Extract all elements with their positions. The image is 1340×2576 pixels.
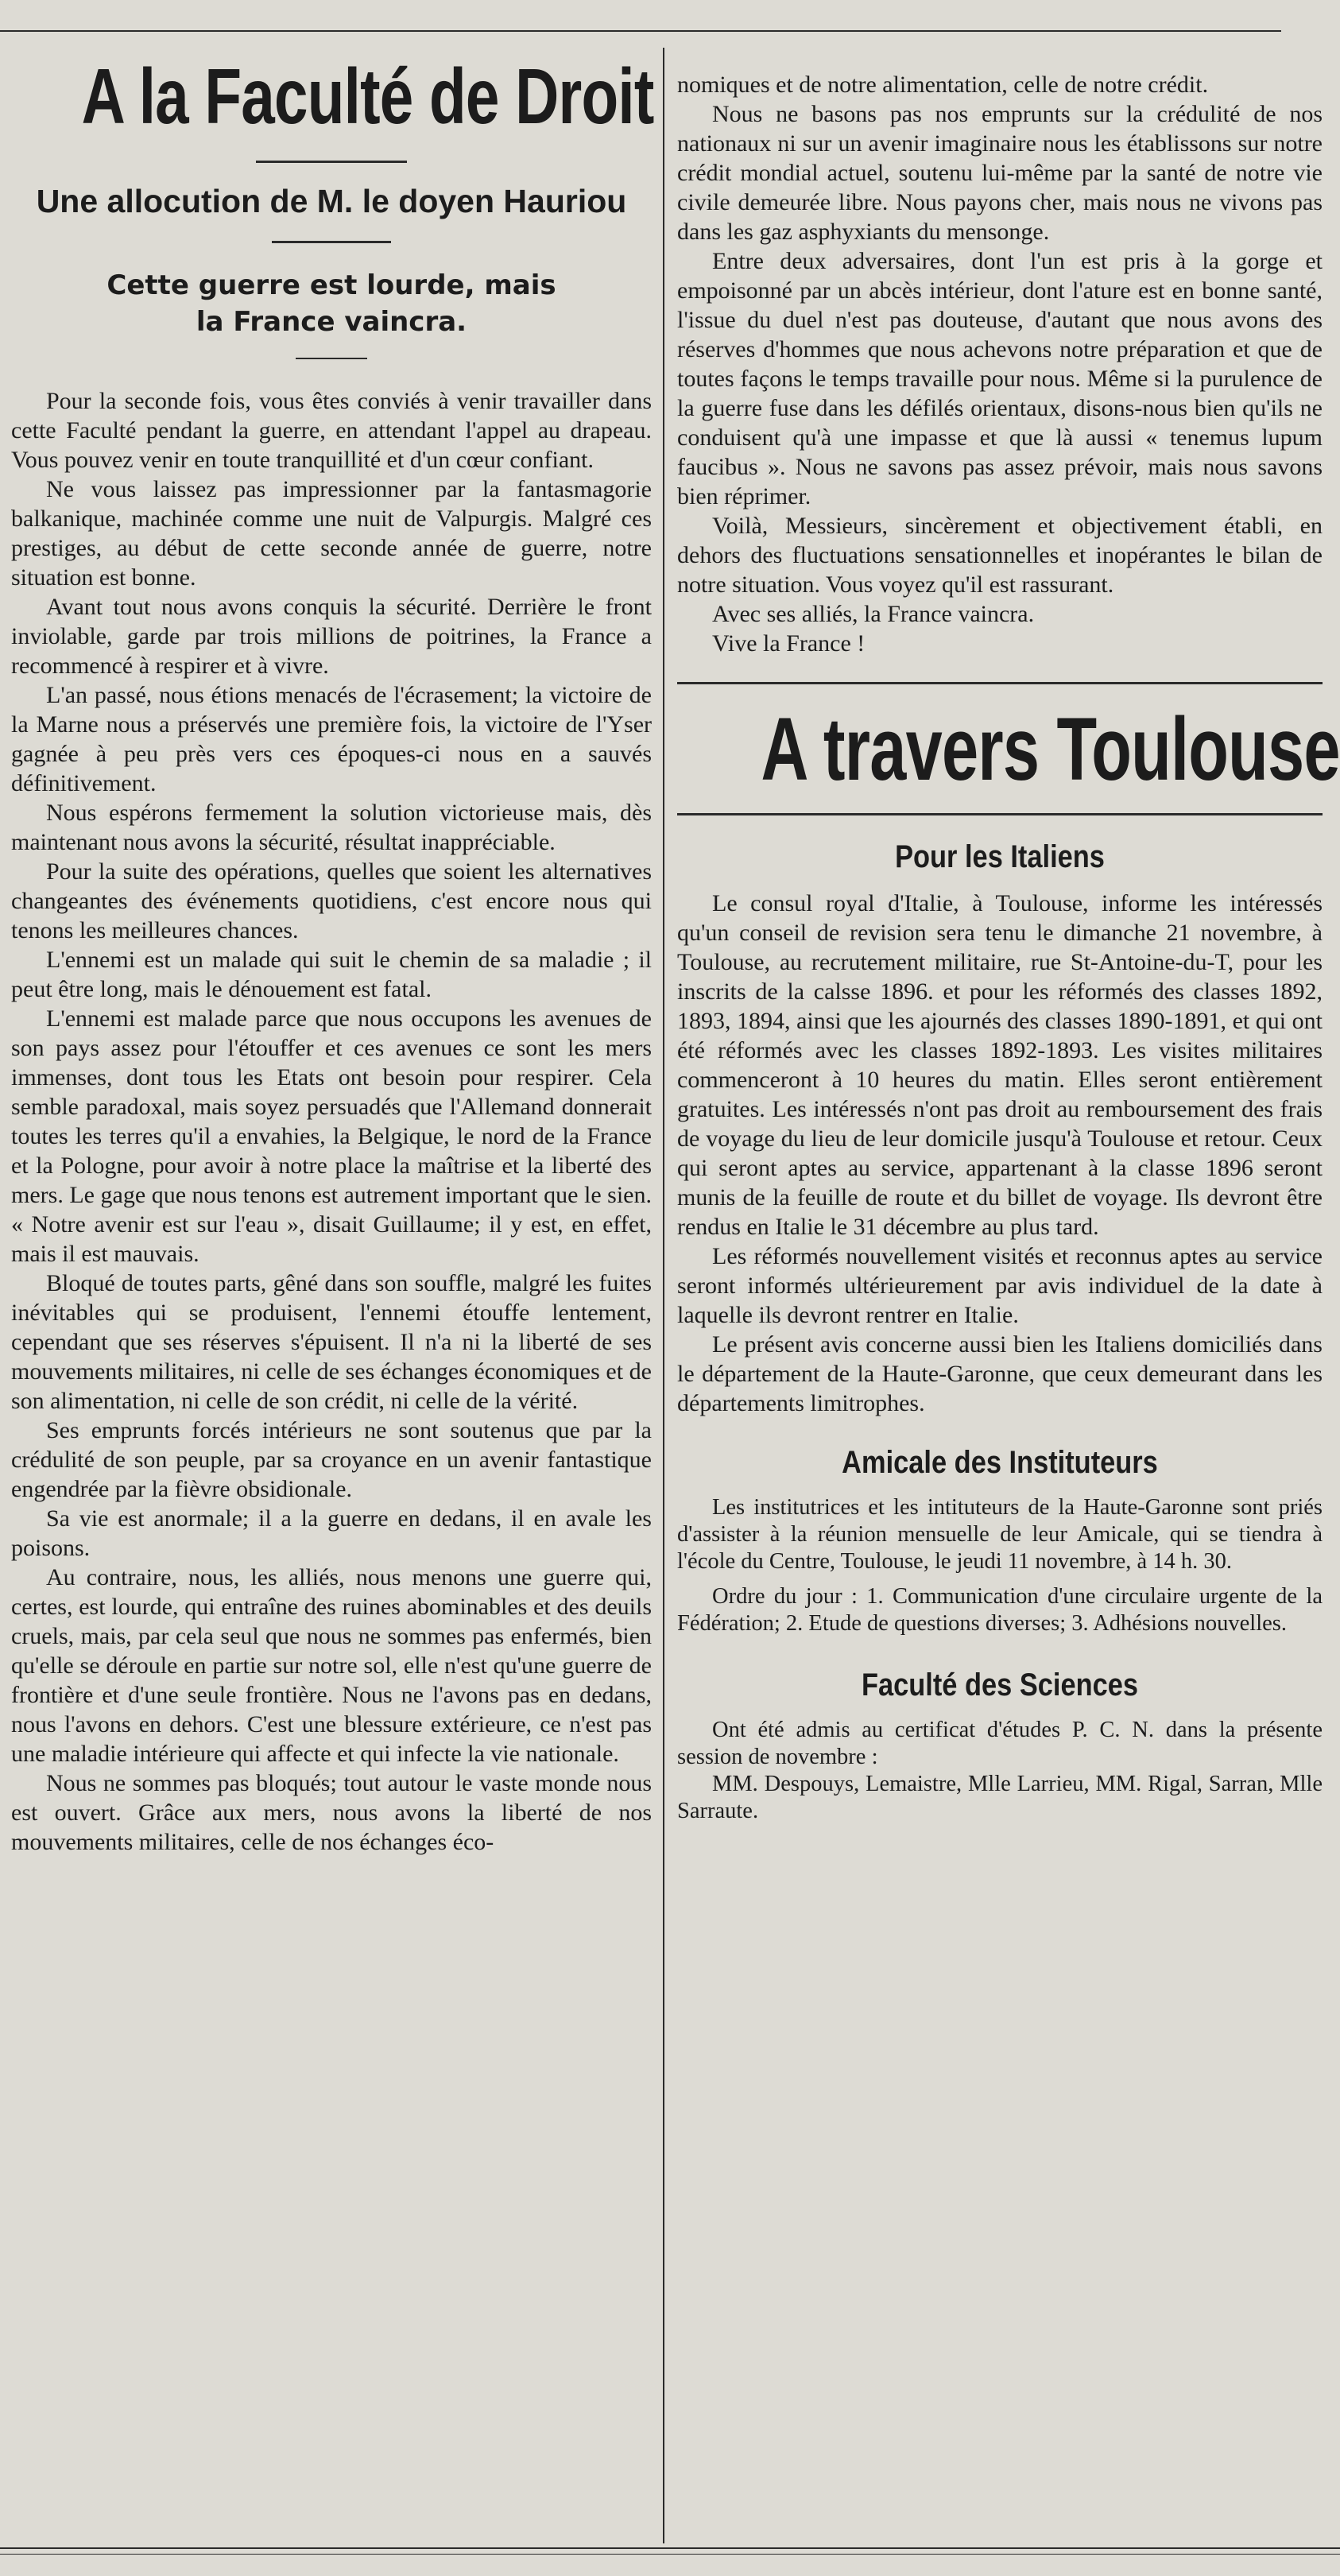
article-deck-line1: Cette guerre est lourde, mais xyxy=(107,269,556,301)
article-continuation xyxy=(677,70,1323,658)
right-column xyxy=(677,70,1340,1825)
bottom-rule xyxy=(0,2547,1340,2549)
notice-paragraph: Les institutrices et les intituteurs de la Haute-Garonne sont priés d'assister à la réunion mensuelle de leur Amicale, qui se tiendra à l'école du Centre, Toulouse, le jeudi 11 novembre, à 14 h. 30. xyxy=(677,1495,1323,1574)
notice-paragraph: Le présent avis concerne aussi bien les Italiens domiciliés dans le département de la Haute-Garonne, que ceux demeurant dans les départements limitrophes. xyxy=(677,1331,1323,1416)
section-header: A travers Toulouse xyxy=(761,699,1340,799)
italiens-title: Pour les Italiens xyxy=(895,839,1105,874)
article-paragraph: Avant tout nous avons conquis la sécurité. Derrière le front inviolable, garde par trois millions de poitrines, la France a recommencé à respirer et à vivre. xyxy=(11,594,652,679)
article-paragraph: Nous ne basons pas nos emprunts sur la crédulité de nos nationaux ni sur un avenir imaginaire nous les établissons sur notre crédit mondial actuel, soutenu lui-même par la santé de notre vie civile demeurée libre. Nous payons cher, mais nous ne vivons pas dans les gaz asphyxiants du mensonge. xyxy=(677,101,1323,245)
article-paragraph: Nous espérons fermement la solution victorieuse mais, dès maintenant nous avons la sécurité, résultat inappréciable. xyxy=(11,800,652,855)
article-paragraph: Pour la seconde fois, vous êtes conviés à venir travailler dans cette Faculté pendant la guerre, en attendant l'appel au drapeau. Vous pouvez venir en toute tranquillité et d'un cœur confiant. xyxy=(11,388,652,473)
article-paragraph: Sa vie est anormale; il a la guerre en dedans, il en avale les poisons. xyxy=(11,1505,652,1561)
article-paragraph: Avec ses alliés, la France vaincra. xyxy=(712,601,1035,627)
article-paragraph: L'ennemi est malade parce que nous occupons les avenues de son pays assez pour l'étouffer et ces avenues ce sont les mers immenses, dont tous les Etats ont besoin pour respirer. Cela semble paradoxal, mais soyez persuadés que l'Allemand donnerait toutes les terres qu'il a envahies, la Belgique, le nord de la France et la Pologne, pour avoir à notre place la maîtrise et la liberté des mers. Le gage que nous tenons est autrement important que le sien. « Notre avenir est sur l'eau », disait Guillaume; il y est, en effet, mais il est mauvais. xyxy=(11,1005,652,1267)
bottom-rule-2 xyxy=(0,2554,1340,2555)
article-paragraph: Entre deux adversaires, dont l'un est pris à la gorge et empoisonné par un abcès intérieur, dont l'ature est en bonne santé, l'issue du duel n'est pas douteuse, d'autant que nous avons des réserves d'hommes que nous achevons notre préparation et que de toutes façons le temps travaille pour nous. Même si la purulence de la guerre fuse dans les défilés orientaux, disons-nous bien qu'ils ne conduisent qu'à une impasse et que là aussi « tenemus lupum faucibus ». Nous ne savons pas assez prévoir, mais nous savons bien réprimer. xyxy=(677,248,1323,509)
article-paragraph: Pour la suite des opérations, quelles que soient les alternatives changeantes des événements quotidiens, c'est encore nous qui tenons les meilleures chances. xyxy=(11,858,652,943)
article-paragraph: Bloqué de toutes parts, gêné dans son souffle, malgré les fuites inévitables qui se produisent, l'ennemi étouffe lentement, cependant que ses réserves s'épuisent. Il n'a ni la liberté de ses mouvements militaires, ni celle de ses échanges économiques et de son alimentation, ni celle de son crédit, ni celle de la vérité. xyxy=(11,1270,652,1414)
subheadline-divider xyxy=(272,241,391,243)
amicale-title: Amicale des Instituteurs xyxy=(842,1445,1158,1480)
headline-divider xyxy=(256,161,407,163)
notice-paragraph: Ordre du jour : 1. Communication d'une circulaire urgente de la Fédération; 2. Etude de questions diverses; 3. Adhésions nouvelles. xyxy=(677,1584,1323,1636)
article-paragraph: L'ennemi est un malade qui suit le chemin de sa maladie ; il peut être long, mais le dénouement est fatal. xyxy=(11,947,652,1002)
article-paragraph: Ses emprunts forcés intérieurs ne sont soutenus que par la crédulité de son peuple, par sa croyance en un avenir fantastique engendrée par la fièvre obsidionale. xyxy=(11,1417,652,1502)
article-paragraph: Ne vous laissez pas impressionner par la fantasmagorie balkanique, machinée comme une nuit de Valpurgis. Malgré ces prestiges, au début de cette seconde année de guerre, notre situation est bonne. xyxy=(11,476,652,591)
toulouse-section xyxy=(677,699,1340,1825)
section-header-rule xyxy=(677,813,1323,815)
notice-paragraph: Le consul royal d'Italie, à Toulouse, informe les intéressés qu'un conseil de revision sera tenu le dimanche 21 novembre, à Toulouse, au recrutement militaire, rue St-Antoine-du-T, pour les inscrits de la calsse 1896. et pour les réformés des classes 1892, 1893, 1894, ainsi que les ajournés des classes 1890-1891, et qui ont été réformés avec les classes 1892-1893. Les visites militaires commenceront à 10 heures du matin. Elles seront entièrement gratuites. Les intéressés n'ont pas droit au remboursement des frais de voyage du lieu de leur domicile jusqu'à Toulouse et retour. Ceux qui seront aptes au service, appartenant à la classe 1896 seront munis de la feuille de route et du billet de voyage. Ils devront être rendus en Italie le 31 décembre au plus tard. xyxy=(677,890,1323,1240)
notice-paragraph: MM. Despouys, Lemaistre, Mlle Larrieu, MM. Rigal, Sarran, Mlle Sarraute. xyxy=(677,1772,1323,1823)
sciences-title: Faculté des Sciences xyxy=(861,1668,1139,1702)
article-paragraph: Nous ne sommes pas bloqués; tout autour le vaste monde nous est ouvert. Grâce aux mers, nous avons la liberté de nos mouvements militaires, celle de nos échanges éco- xyxy=(11,1770,652,1855)
article-paragraph: Vive la France ! xyxy=(712,630,866,657)
article-paragraph: Au contraire, nous, les alliés, nous menons une guerre qui, certes, est lourde, qui entraîne des ruines abominables et des deuils cruels, mais, par cela seul que nous ne sommes pas enfermés, bien qu'elle se déroule en partie sur notre sol, elle n'est qu'une guerre de frontière et d'une seule frontière. Nous ne l'avons pas en dedans, nous l'avons en dehors. C'est une blessure extérieure, ce n'est pas une maladie intérieure qui affecte et qui infecte la vie nationale. xyxy=(11,1564,652,1767)
section-rule xyxy=(677,682,1323,684)
left-article xyxy=(11,49,652,1857)
column-divider xyxy=(663,48,664,2543)
top-rule xyxy=(0,30,1281,32)
article-paragraph: nomiques et de notre alimentation, celle de notre crédit. xyxy=(677,72,1209,98)
article-deck-line2: la France vaincra. xyxy=(196,306,467,338)
article-paragraph: Voilà, Messieurs, sincèrement et objectivement établi, en dehors des fluctuations sensationnelles et inopérantes le bilan de notre situation. Vous voyez qu'il est rassurant. xyxy=(677,513,1323,598)
article-subheadline: Une allocution de M. le doyen Hauriou xyxy=(36,183,627,219)
notice-paragraph: Ont été admis au certificat d'études P. C. N. dans la présente session de novembre : xyxy=(677,1718,1323,1769)
notice-paragraph: Les réformés nouvellement visités et reconnus aptes au service seront informés ultérieurement par avis individuel de la date à laquelle ils devront rentrer en Italie. xyxy=(677,1243,1323,1328)
article-headline: A la Faculté de Droit xyxy=(81,52,654,140)
article-paragraph: L'an passé, nous étions menacés de l'écrasement; la victoire de la Marne nous a préservés une première fois, la victoire de l'Yser gagnée à peu près vers ces époques-ci nous en a sauvés définitivement. xyxy=(11,682,652,796)
